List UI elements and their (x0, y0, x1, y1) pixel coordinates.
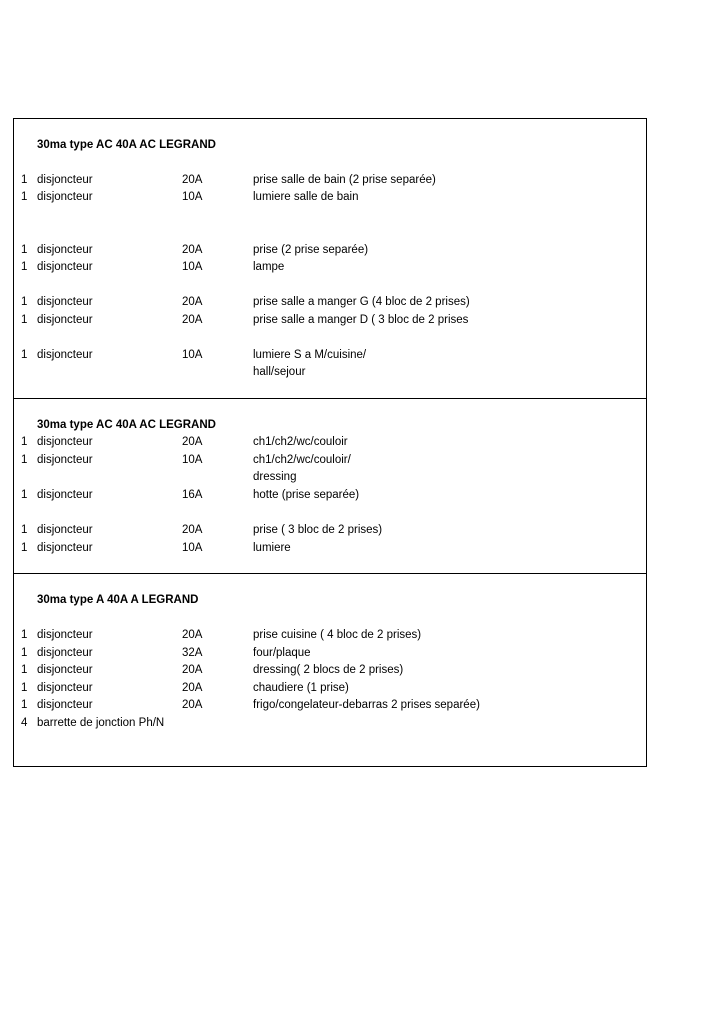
row-rating: 20A (182, 296, 203, 308)
row-description: lampe (253, 261, 285, 273)
row-description: chaudiere (1 prise) (253, 682, 349, 694)
row-item: barrette de jonction Ph/N (37, 717, 165, 729)
row-description: prise salle de bain (2 prise separée) (253, 174, 436, 186)
table-row (14, 189, 648, 206)
row-item: disjoncteur (37, 664, 93, 676)
row-quantity: 1 (21, 629, 28, 641)
row-description: ch1/ch2/wc/couloir/ (253, 454, 351, 466)
table-row (14, 487, 648, 504)
table-row (14, 522, 648, 539)
row-rating: 10A (182, 349, 203, 361)
table-row (14, 312, 648, 329)
row-quantity: 1 (21, 489, 28, 501)
row-item: disjoncteur (37, 489, 93, 501)
row-description: lumiere (253, 542, 291, 554)
row-rating: 20A (182, 524, 203, 536)
row-quantity: 1 (21, 436, 28, 448)
row-rating: 16A (182, 489, 203, 501)
row-item: disjoncteur (37, 261, 93, 273)
row-item: disjoncteur (37, 191, 93, 203)
row-description: frigo/congelateur-debarras 2 prises separée) (253, 699, 480, 711)
row-quantity: 4 (21, 717, 28, 729)
table-row (14, 715, 648, 732)
row-item: disjoncteur (37, 524, 93, 536)
row-quantity: 1 (21, 454, 28, 466)
row-quantity: 1 (21, 682, 28, 694)
row-rating: 20A (182, 244, 203, 256)
group-title: 30ma type AC 40A AC LEGRAND (37, 419, 216, 431)
row-item: disjoncteur (37, 244, 93, 256)
row-quantity: 1 (21, 699, 28, 711)
table-row (14, 540, 648, 557)
table-row (14, 172, 648, 189)
row-item: disjoncteur (37, 436, 93, 448)
row-rating: 10A (182, 191, 203, 203)
table-row (14, 645, 648, 662)
row-description: prise (2 prise separée) (253, 244, 369, 256)
table-row (14, 242, 648, 259)
table-row (14, 627, 648, 644)
row-quantity: 1 (21, 524, 28, 536)
row-rating: 20A (182, 436, 203, 448)
row-quantity: 1 (21, 191, 28, 203)
table-row (14, 662, 648, 679)
row-quantity: 1 (21, 314, 28, 326)
row-description: dressing (253, 471, 297, 483)
row-description: lumiere salle de bain (253, 191, 359, 203)
row-description: dressing( 2 blocs de 2 prises) (253, 664, 404, 676)
row-description: ch1/ch2/wc/couloir (253, 436, 348, 448)
table-row (14, 434, 648, 451)
group-title: 30ma type A 40A A LEGRAND (37, 594, 199, 606)
row-description: prise salle a manger G (4 bloc de 2 prises) (253, 296, 470, 308)
table-row (14, 452, 648, 469)
breaker-group-2 (13, 398, 647, 574)
table-row-continuation (14, 364, 648, 381)
row-rating: 10A (182, 261, 203, 273)
row-item: disjoncteur (37, 454, 93, 466)
row-description: hall/sejour (253, 366, 306, 378)
row-quantity: 1 (21, 664, 28, 676)
row-rating: 20A (182, 174, 203, 186)
table-row (14, 697, 648, 714)
row-description: prise cuisine ( 4 bloc de 2 prises) (253, 629, 422, 641)
row-description: prise salle a manger D ( 3 bloc de 2 prises (253, 314, 469, 326)
row-rating: 20A (182, 682, 203, 694)
row-description: prise ( 3 bloc de 2 prises) (253, 524, 383, 536)
row-rating: 20A (182, 664, 203, 676)
row-rating: 32A (182, 647, 203, 659)
row-item: disjoncteur (37, 542, 93, 554)
table-row (14, 347, 648, 364)
row-description: lumiere S a M/cuisine/ (253, 349, 367, 361)
row-item: disjoncteur (37, 682, 93, 694)
row-item: disjoncteur (37, 174, 93, 186)
row-item: disjoncteur (37, 314, 93, 326)
table-row (14, 680, 648, 697)
row-item: disjoncteur (37, 647, 93, 659)
row-item: disjoncteur (37, 629, 93, 641)
row-item: disjoncteur (37, 349, 93, 361)
row-quantity: 1 (21, 542, 28, 554)
row-quantity: 1 (21, 244, 28, 256)
row-rating: 20A (182, 314, 203, 326)
row-quantity: 1 (21, 174, 28, 186)
table-row-continuation (14, 469, 648, 486)
row-description: four/plaque (253, 647, 311, 659)
row-quantity: 1 (21, 296, 28, 308)
table-row (14, 259, 648, 276)
row-item: disjoncteur (37, 296, 93, 308)
row-rating: 10A (182, 454, 203, 466)
row-quantity: 1 (21, 647, 28, 659)
table-row (14, 294, 648, 311)
row-quantity: 1 (21, 349, 28, 361)
row-rating: 20A (182, 629, 203, 641)
row-quantity: 1 (21, 261, 28, 273)
row-rating: 20A (182, 699, 203, 711)
breaker-group-1 (13, 118, 647, 399)
group-title: 30ma type AC 40A AC LEGRAND (37, 139, 216, 151)
row-rating: 10A (182, 542, 203, 554)
breaker-group-3 (13, 573, 647, 767)
row-item: disjoncteur (37, 699, 93, 711)
row-description: hotte (prise separée) (253, 489, 360, 501)
